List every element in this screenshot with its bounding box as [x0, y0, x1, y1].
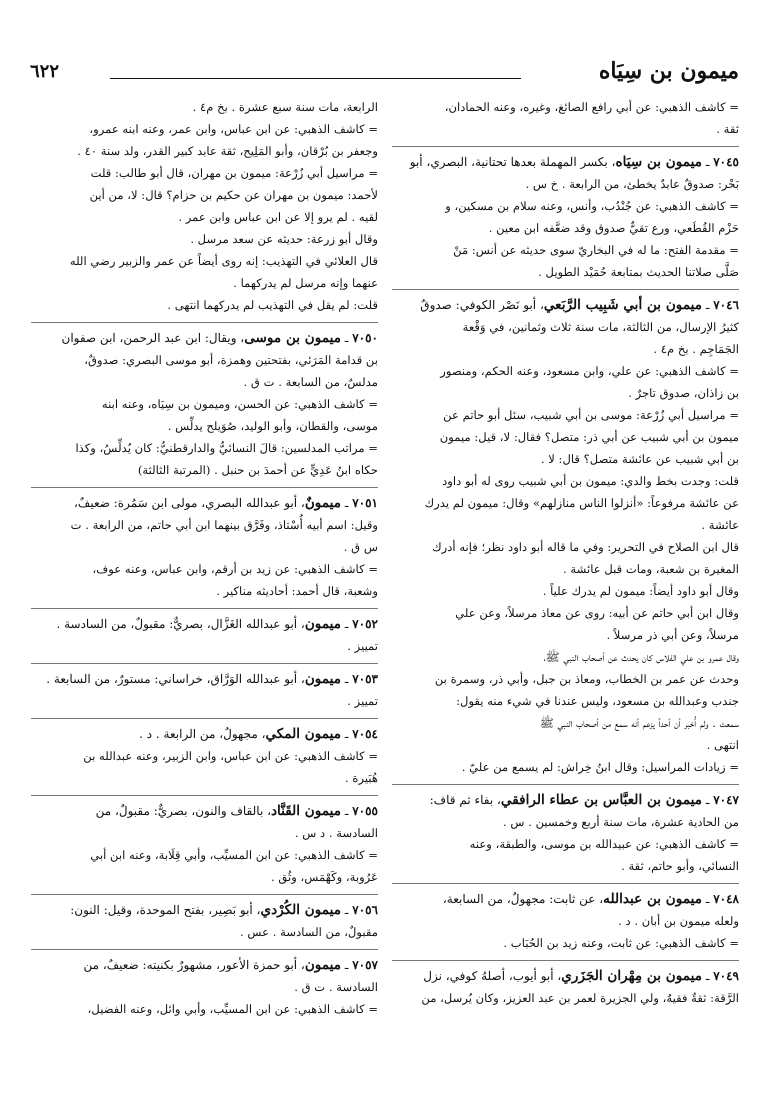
text-line: موسى، والقطان، وأبو الوليد، صُوَيلح يدلِّس .: [167, 419, 378, 433]
text-line: = كاشف الذهبي: عن ابن المسيِّب، وأبي قِلَابة، وعنه ابن أبي: [90, 848, 378, 862]
text-line: = كاشف الذهبي: عن ثابت، وعنه زيد بن الحُبَاب .: [503, 936, 739, 950]
text-line: ولعله ميمون بن أبان . د .: [618, 914, 739, 928]
text-line: لقيه . لم يرو إلا عن ابن عباس وابن عمر .: [178, 210, 378, 224]
text-line: بن زاذان، صدوق تاجرٌ .: [628, 386, 739, 400]
text-line: = مراسيل أبي زُرْعة: ميمون بن مهران، قال أبو طالب: قلت: [90, 166, 378, 180]
entry-heading: [31, 800, 378, 822]
entry-heading: [31, 723, 378, 745]
text-line: وشعبة، قال أحمد: أحاديثه مناكير .: [216, 584, 378, 598]
text-line: بَحْر: صدوقٌ عابدٌ يخطئ، من الرابعة . خ س .: [525, 177, 739, 191]
narrator-name: ميمون بن عبدالله: [603, 891, 703, 907]
narrator-name: ميمون بن العبَّاس بن عطاء الرافقي: [500, 792, 703, 808]
biography-entry: [392, 784, 739, 877]
biography-entry: [31, 663, 378, 712]
text-line: سمعت . ولم أُخبر أن أحداً يزعم أنه سمع من أصحاب النبي ﷺ: [539, 716, 739, 730]
text-line: مرسلاً، وعن أبي ذر مرسلاً .: [606, 628, 739, 642]
biography-entry: [31, 608, 378, 657]
entry-number: ٧٠٥٢: [352, 617, 378, 631]
text-line: انتهى .: [706, 738, 739, 752]
narrator-name: ميمون بن مِهْران الجَزَري: [561, 968, 703, 984]
text-line: وقيل: اسم أبيه أُسْتاذ، وفَرَّق بينهما ابن أبي حاتم، من الرابعة . ت: [70, 518, 378, 532]
entry-dash: ـ: [702, 155, 714, 169]
text-line: وقال أبو داود أيضاً: ميمون لم يدرك علياً .: [542, 584, 739, 598]
text-line: قلت: لم يقل في التهذيب لم يدركهما انتهى .: [167, 298, 378, 312]
narrator-name: ميمون: [304, 671, 342, 687]
narrator-name: ميمون بن موسى: [244, 330, 342, 346]
text-line: وقال عمرو بن علي الفلاس كان يحدث عن أصحاب النبي ﷺ،: [543, 650, 739, 664]
entry-dash: ـ: [702, 793, 714, 807]
left-column: [31, 96, 378, 1088]
entry-dash: ـ: [341, 496, 353, 510]
entry-heading: [392, 965, 739, 987]
narrator-name: ميمون: [304, 616, 342, 632]
entry-dash: ـ: [341, 903, 353, 917]
text-line: مدلسٌ، من السابعة . ت ق .: [243, 375, 378, 389]
text-line: وقال ابن أبي حاتم عن أبيه: روى عن معاذ مرسلاً، وعن علي: [455, 606, 739, 620]
text-line: بن قدامة المَرَئي، بفتحتين وهمزة، أبو موسى البصري: صدوقٌ،: [84, 353, 378, 367]
entry-dash: ـ: [341, 804, 353, 818]
text-columns: [30, 96, 739, 1088]
entry-heading-text: ، عن ثابت: مجهولٌ، من السابعة،: [442, 892, 604, 906]
entry-heading-text: ، أبو عبدالله الغَزَّال، بصريٌّ: مقبولٌ، من السادسة .: [56, 617, 305, 631]
text-line: وقال أبو زرعة: حديثه عن سعد مرسل .: [190, 232, 378, 246]
page-header: [30, 56, 739, 92]
text-line: عائشة .: [701, 518, 739, 532]
running-title: ميمون بن سِيَاه: [598, 58, 739, 84]
entry-dash: ـ: [341, 727, 353, 741]
text-line: = كاشف الذهبي: عن ابن عباس، وابن الزبير، وعنه عبدالله بن: [83, 749, 378, 763]
text-line: = كاشف الذهبي: عن جُنْدُب، وأنس، وعنه سلام بن مسكين، و: [445, 199, 739, 213]
entry-heading: [392, 294, 739, 316]
biography-entry: [392, 146, 739, 283]
text-line: المغيرة بن شعبة، ومات قبل عائشة .: [563, 562, 739, 576]
entry-number: ٧٠٥٠: [352, 331, 378, 345]
entry-dash: ـ: [341, 617, 353, 631]
entry-dash: ـ: [341, 958, 353, 972]
entry-dash: ـ: [702, 892, 714, 906]
entry-number: ٧٠٤٦: [713, 298, 739, 312]
entry-number: ٧٠٤٥: [713, 155, 739, 169]
entry-dash: ـ: [341, 331, 353, 345]
entry-heading-text: ، أبو نَصْر الكوفي: صدوقٌ: [420, 298, 544, 312]
entry-heading-text: ، أبو حمزة الأعور، مشهورٌ بكنيته: ضعيفٌ، من: [83, 958, 305, 972]
text-line: جندب وعبدالله بن مسعود، وليس عندنا في شيء منه يقول:: [456, 694, 739, 708]
text-line: الرابعة، مات سنة سبع عشرة . بخ م٤ .: [192, 100, 378, 114]
narrator-name: ميمونٌ: [304, 495, 342, 511]
text-line: ميمون بن أبي شبيب عن أبي ذر: متصل؟ فقال: لا، قيل: ميمون: [439, 430, 739, 444]
text-line: الجَمَاجِم . بخ م٤ .: [653, 342, 739, 356]
entry-dash: ـ: [341, 672, 353, 686]
text-line: كثيرُ الإرسال، من الثالثة، مات سنة ثلاث وثمانين، في وَقْعة: [462, 320, 739, 334]
entry-heading: [31, 613, 378, 635]
text-line: من الحادية عشرة، مات سنة أربع وخمسين . س .: [502, 815, 739, 829]
narrator-name: ميمون بن أبي شَبِيب الرَّبَعي: [543, 297, 703, 313]
biography-entry: [31, 795, 378, 888]
text-line: هُبَيرة .: [345, 771, 378, 785]
right-column: [392, 96, 739, 1088]
text-line: = زيادات المراسيل: وقال ابنُ خِراش: لم يسمع من عليّ .: [461, 760, 739, 774]
text-line: س ق .: [343, 540, 378, 554]
narrator-name: ميمون بن سِيَاه: [615, 154, 703, 170]
text-line: النسائي، وأبو حاتم، ثقة .: [621, 859, 739, 873]
biography-entry: [31, 894, 378, 943]
entry-heading-text: ، بفاء ثم قاف:: [429, 793, 501, 807]
narrator-name: ميمون القَنَّاد: [270, 803, 342, 819]
text-line: ثقة .: [716, 122, 739, 136]
entry-number: ٧٠٥٣: [352, 672, 378, 686]
entry-heading: [392, 888, 739, 910]
text-line: تمييز .: [347, 639, 378, 653]
text-line: السادسة . ت ق .: [294, 980, 378, 994]
entry-number: ٧٠٥٤: [352, 727, 378, 741]
text-line: = كاشف الذهبي: عن زيد بن أرقم، وابن عباس، وعنه عوف،: [92, 562, 378, 576]
text-line: لأحمد: ميمون بن مهران عن حكيم بن حزام؟ قال: لا، من أين: [89, 188, 378, 202]
entry-heading-text: ، مجهولٌ، من الرابعة . د .: [139, 727, 266, 741]
page-number: ٦٢٢: [30, 61, 60, 82]
text-line: تمييز .: [347, 694, 378, 708]
biography-entry: [31, 718, 378, 789]
text-line: صَلَّى صلاتنا الحديث بمتابعة حُمَيْد الطويل .: [538, 265, 739, 279]
text-line: حكاه ابنُ عَدِيٍّ عن أحمدَ بن حنبل . (المرتبة الثالثة): [137, 463, 378, 477]
entry-number: ٧٠٥١: [352, 496, 378, 510]
entry-number: ٧٠٥٥: [352, 804, 378, 818]
text-line: قال العلائي في التهذيب: إنه روى أيضاً عن عمر والزبير رضي الله: [69, 254, 378, 268]
entry-heading: [31, 492, 378, 514]
biography-entry: [31, 322, 378, 481]
biography-entry: [392, 883, 739, 954]
text-line: قال ابن الصلاح في التحرير: وفي ما قاله أبو داود نظر؛ فإنه أدرك: [432, 540, 739, 554]
entry-number: ٧٠٤٩: [713, 969, 739, 983]
text-line: = مقدمة الفتح: ما له في البخاريّ سوى حديثه عن أنس: مَنْ: [453, 243, 739, 257]
biography-entry: [31, 487, 378, 602]
text-line: = كاشف الذهبي: عن علي، وابن مسعود، وعنه الحكم، ومنصور: [440, 364, 739, 378]
entry-heading: [392, 151, 739, 173]
entry-number: ٧٠٤٨: [713, 892, 739, 906]
entry-heading: [31, 954, 378, 976]
entry-dash: ـ: [702, 298, 714, 312]
text-line: عَرُوبة، وكَهْمَس، وثُق .: [270, 870, 378, 884]
biography-entry: [392, 289, 739, 778]
entry-heading-text: ، أبو أيوب، أصلهُ كوفي، نزل: [423, 969, 562, 983]
text-line: وجعفر بن بُرْقان، وأبو المَلِيح، ثقة عابد كبير القدر، ولد سنة ٤٠ .: [77, 144, 378, 158]
text-line: = مراسيل أبي زُرْعة: موسى بن أبي شبيب، سئل أبو حاتم عن: [443, 408, 739, 422]
text-line: مقبولٌ، من السادسة . عس .: [240, 925, 378, 939]
entry-heading-text: ، بالقاف والنون، بصريٌّ: مقبولٌ، من: [95, 804, 271, 818]
biography-entry: [392, 960, 739, 1009]
entry-heading: [392, 789, 739, 811]
entry-heading: [31, 899, 378, 921]
continuation-text: [392, 96, 739, 140]
text-line: عن عائشة مرفوعاً: «أنزلوا الناس منازلهم» وقال: ميمون لم يدرك: [424, 496, 739, 510]
text-line: وحدث عن عمر بن الخطاب، ومعاذ بن جبل، وأبي ذر، وسمرة بن: [434, 672, 739, 686]
text-line: بن أبي شبيب عن عائشة متصل؟ قال: لا .: [540, 452, 739, 466]
entry-heading-text: ، بكسر المهملة بعدها تحتانية، البصري، أبو: [409, 155, 616, 169]
entry-number: ٧٠٥٧: [352, 958, 378, 972]
text-line: = مراتب المدلسين: قالَ النسائيُّ والدارقطنيُّ: كان يُدلِّسُ، وكذا: [75, 441, 378, 455]
text-line: حَزْم القُطَعي، ورع تقيٌّ صدوق وقد ضعَّفه ابن معين .: [488, 221, 739, 235]
text-line: قلت: وجدت بخط والدي: ميمون بن أبي شبيب روى له أبو داود: [442, 474, 739, 488]
entry-dash: ـ: [702, 969, 714, 983]
entry-heading-text: ، أبو بَصِير، بفتح الموحدة، وقيل: النون:: [70, 903, 261, 917]
text-line: = كاشف الذهبي: عن الحسن، وميمون بن سِيَاه، وعنه ابنه: [101, 397, 378, 411]
entry-heading-text: ، ويقال: ابن عبد الرحمن، ابن صفوان: [61, 331, 245, 345]
entry-number: ٧٠٤٧: [713, 793, 739, 807]
narrator-name: ميمون الكُرْدي: [260, 902, 342, 918]
biography-entry: [31, 949, 378, 1020]
text-line: = كاشف الذهبي: عن ابن عباس، وابن عمر، وعنه ابنه عمرو،: [89, 122, 378, 136]
text-line: الرَّقة: ثقةٌ فقيهٌ، ولي الجزيرة لعمر بن عبد العزيز، وكان يُرسل، من: [421, 991, 739, 1005]
entry-heading: [31, 327, 378, 349]
entry-heading: [31, 668, 378, 690]
entry-heading-text: ، أبو عبدالله البصري، مولى ابن سَمُرة: ضعيفٌ،: [74, 496, 305, 510]
text-line: = كاشف الذهبي: عن أبي رافع الصائغ، وغيره، وعنه الحمادان،: [444, 100, 739, 114]
narrator-name: ميمون المكي: [265, 726, 342, 742]
text-line: السادسة . د س .: [294, 826, 378, 840]
text-line: = كاشف الذهبي: عن ابن المسيِّب، وأبي وائل، وعنه الفضيل،: [87, 1002, 378, 1016]
narrator-name: ميمون: [304, 957, 342, 973]
text-line: = كاشف الذهبي: عن عبيدالله بن موسى، والطبقة، وعنه: [469, 837, 739, 851]
header-rule: [110, 78, 521, 79]
entry-number: ٧٠٥٦: [352, 903, 378, 917]
continuation-text: [31, 96, 378, 316]
text-line: عنهما وإنه مرسل لم يدركهما .: [233, 276, 378, 290]
entry-heading-text: ، أبو عبدالله الوَرَّاق، خراساني: مستورٌ، من السابعة .: [46, 672, 305, 686]
